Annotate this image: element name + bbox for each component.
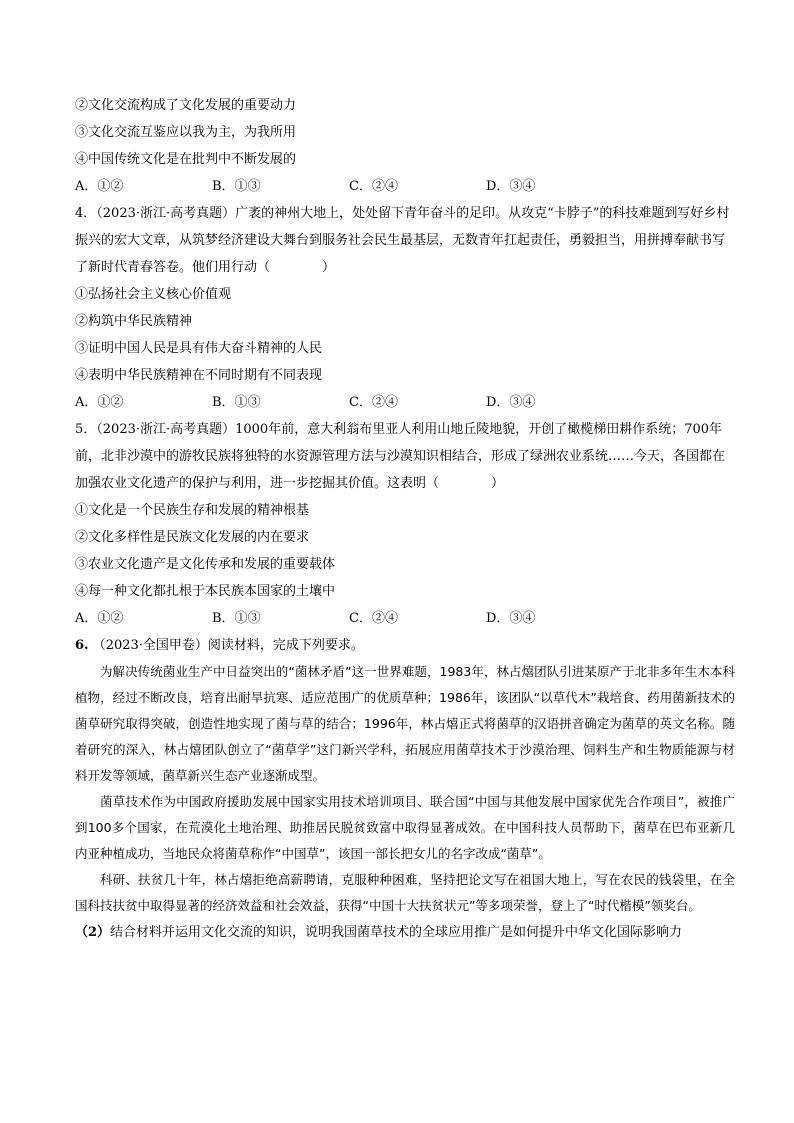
q5-choice-c: C．②④ (349, 611, 398, 626)
q4-options (75, 281, 735, 389)
q5-option-1: ①文化是一个民族生存和发展的精神根基 (75, 503, 310, 518)
q6-material (75, 659, 735, 919)
q3-choices (75, 173, 735, 200)
q6-stem (75, 632, 735, 659)
document-page (75, 92, 735, 947)
q4-choices (75, 389, 735, 416)
q6-subquestion (75, 919, 735, 947)
q6-sub-label: （2） (75, 925, 111, 940)
q5-options (75, 497, 735, 605)
q5-option-3: ③农业文化遗产是文化传承和发展的重要载体 (75, 557, 336, 572)
q4-stem: 4．（2023·浙江·高考真题）广袤的神州大地上，处处留下青年奋斗的足印。从攻克“卡脖子”的科技难题到写好乡村振兴的宏大文章，从筑梦经济建设大舞台到服务社会民生最基层，无数青年扛起责任，勇毅担当，用拼搏奉献书写了新时代青春答卷。他们用行动（ ） (75, 206, 730, 275)
q4-option-2: ②构筑中华民族精神 (75, 314, 193, 329)
q5-stem: 5．（2023·浙江·高考真题）1000年前，意大利翁布里亚人利用山地丘陵地貌，开创了橄榄梯田耕作系统；700年前，北非沙漠中的游牧民族将独特的水资源管理方法与沙漠知识相结合，形成了绿洲农业系统……今天，各国都在加强农业文化遗产的保护与利用，进一步挖掘其价值。这表明（ ） (75, 422, 726, 491)
q3-options (75, 92, 735, 173)
q6-paragraph-3: 科研、扶贫几十年，林占熺拒绝高薪聘请，克服种种困难，坚持把论文写在祖国大地上，写在农民的钱袋里，在全国科技扶贫中取得显著的经济效益和社会效益，获得“中国十大扶贫状元”等多项荣誉，登上了“时代楷模”领奖台。 (75, 872, 735, 913)
q3-choice-c: C．②④ (349, 179, 398, 194)
q3-option-3: ③文化交流互鉴应以我为主，为我所用 (75, 125, 297, 140)
q6-sub-text: 结合材料并运用文化交流的知识，说明我国菌草技术的全球应用推广是如何提升中华文化国际影响力 (110, 925, 683, 940)
q3-choice-a: A．①② (75, 179, 124, 194)
q4-option-4: ④表明中华民族精神在不同时期有不同表现 (75, 368, 323, 383)
q6-paragraph-1: 为解决传统菌业生产中日益突出的“菌林矛盾”这一世界难题，1983年，林占熺团队引进某原产于北非多年生木本科植物，经过不断改良，培育出耐旱抗寒、适应范围广的优质草种；1986年，该团队“以草代木”栽培食、药用菌新技术的菌草研究取得突破，创造性地实现了菌与草的结合；1996年，林占熺正式将菌草的汉语拼音确定为菌草的英文名称。随着研究的深入，林占熺团队创立了“菌草学”这门新兴学科，拓展应用菌草技术于沙漠治理、饲料生产和生物质能源与材料开发等领域，菌草新兴生态产业逐渐成型。 (75, 664, 735, 783)
q3-choice-b: B．①③ (212, 179, 261, 194)
q4-choice-a: A．①② (75, 395, 124, 410)
q3-option-4: ④中国传统文化是在批判中不断发展的 (75, 152, 297, 167)
q5-option-4: ④每一种文化都扎根于本民族本国家的土壤中 (75, 584, 336, 599)
q6-paragraph-2: 菌草技术作为中国政府援助发展中国家实用技术培训项目、联合国“中国与其他发展中国家优先合作项目”，被推广到100多个国家，在荒漠化土地治理、助推居民脱贫致富中取得显著成效。在中国科技人员帮助下，菌草在巴布亚新几内亚种植成功，当地民众将菌草称作“中国草”，该国一部长把女儿的名字改成“菌草”。 (75, 794, 735, 861)
q4-choice-b: B．①③ (212, 395, 261, 410)
q4-choice-d: D．③④ (486, 395, 536, 410)
q4-option-1: ①弘扬社会主义核心价值观 (75, 287, 232, 302)
q4-choice-c: C．②④ (349, 395, 398, 410)
q5-option-2: ②文化多样性是民族文化发展的内在要求 (75, 530, 310, 545)
q4-option-3: ③证明中国人民是具有伟大奋斗精神的人民 (75, 341, 323, 356)
q5-choices (75, 605, 735, 632)
q6-stem-text: （2023·全国甲卷）阅读材料，完成下列要求。 (92, 638, 364, 653)
q5-choice-d: D．③④ (486, 611, 536, 626)
q3-option-2: ②文化交流构成了文化发展的重要动力 (75, 98, 297, 113)
q5-choice-b: B．①③ (212, 611, 261, 626)
q3-choice-d: D．③④ (486, 179, 536, 194)
q6-number: 6. (75, 638, 89, 653)
q5-choice-a: A．①② (75, 611, 124, 626)
